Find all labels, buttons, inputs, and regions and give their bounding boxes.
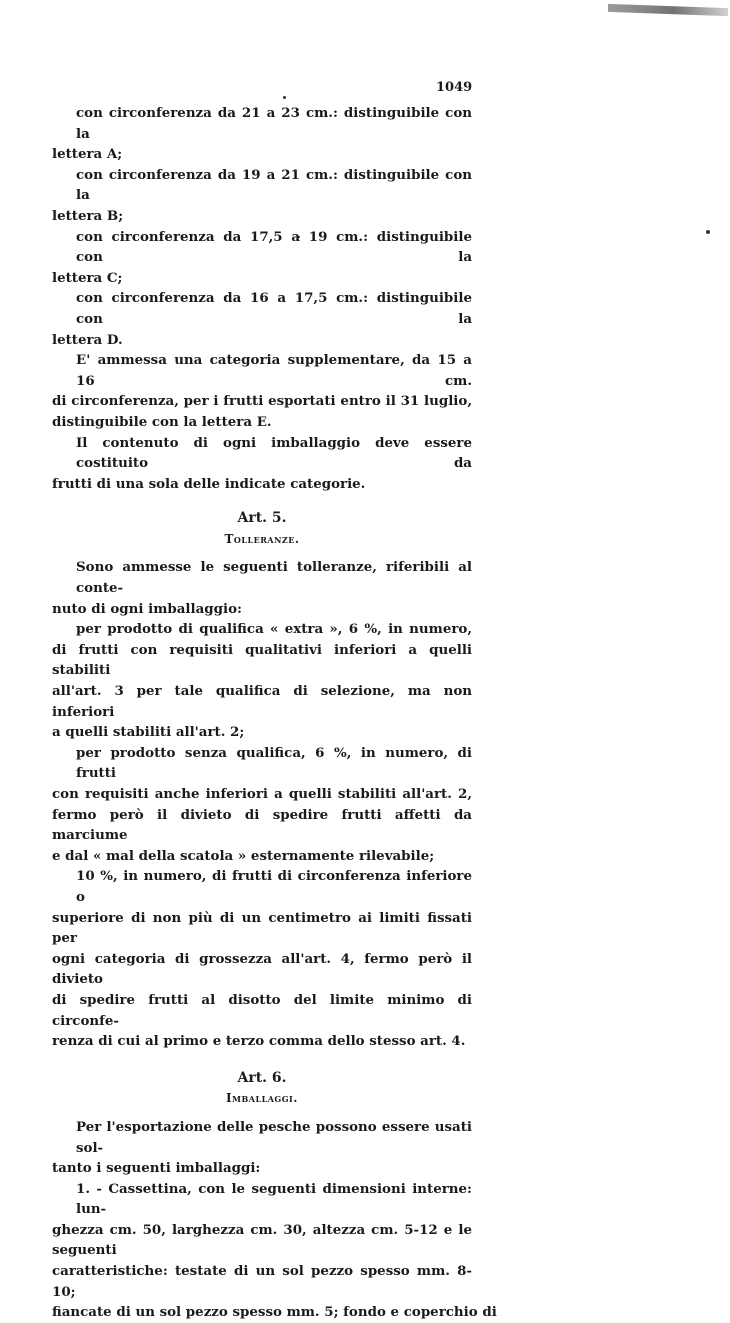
article-5-body bbox=[52, 557, 472, 1051]
text-line: Sono ammesse le seguenti tolleranze, riferibili al conte- bbox=[76, 559, 472, 597]
text-line: con circonferenza da 17,5 a 19 cm.: distinguibile con la bbox=[76, 228, 472, 266]
article-5-subtitle: Tolleranze. bbox=[224, 531, 300, 546]
page-body bbox=[52, 103, 497, 1323]
speck bbox=[283, 96, 286, 99]
text-line: con requisiti anche inferiori a quelli stabiliti all'art. 2, bbox=[52, 786, 472, 802]
text-line: e dal « mal della scatola » esternamente rilevabile; bbox=[52, 847, 435, 864]
text-line: con circonferenza da 21 a 23 cm.: distinguibile con la bbox=[76, 105, 472, 142]
text-line: di frutti con requisiti qualitativi inferiori a quelli stabiliti bbox=[52, 641, 472, 679]
speck bbox=[706, 230, 710, 234]
text-line: ogni categoria di grossezza all'art. 4, fermo però il divieto bbox=[52, 950, 472, 988]
article-6-body bbox=[52, 1117, 497, 1323]
text-line: superiore di non più di un centimetro ai limiti fissati per bbox=[52, 909, 472, 947]
text-line: tanto i seguenti imballaggi: bbox=[52, 1160, 261, 1177]
text-line: con circonferenza da 16 a 17,5 cm.: distinguibile con la bbox=[76, 290, 472, 327]
text-line: lettera A; bbox=[52, 146, 123, 163]
text-line: caratteristiche: testate di un sol pezzo spesso mm. 8-10; bbox=[52, 1263, 472, 1300]
text-line: renza di cui al primo e terzo comma dello stesso art. 4. bbox=[52, 1033, 466, 1050]
text-line: fermo però il divieto di spedire frutti affetti da marciume bbox=[52, 806, 472, 844]
text-line: 10 %, in numero, di frutti di circonferenza inferiore o bbox=[76, 868, 472, 905]
text-line: 1. - Cassettina, con le seguenti dimensioni interne: lun- bbox=[76, 1180, 472, 1218]
text-line: Per l'esportazione delle pesche possono essere usati sol- bbox=[76, 1118, 472, 1156]
text-line: per prodotto di qualifica « extra », 6 %, in numero, bbox=[76, 621, 472, 638]
text-line: lettera B; bbox=[52, 207, 124, 224]
page-number: 1049 bbox=[436, 80, 473, 95]
article-6-title: Art. 6. bbox=[237, 1069, 287, 1086]
top-paragraphs bbox=[52, 103, 472, 494]
text-line: lettera D. bbox=[52, 331, 123, 348]
text-line: a quelli stabiliti all'art. 2; bbox=[52, 724, 245, 741]
text-line: lettera C; bbox=[52, 269, 123, 286]
article-5-title: Art. 5. bbox=[237, 510, 287, 527]
text-line: con circonferenza da 19 a 21 cm.: distinguibile con la bbox=[76, 166, 472, 204]
text-line: E' ammessa una categoria supplementare, da 15 a 16 cm. bbox=[76, 352, 472, 389]
scan-edge-mark bbox=[608, 4, 728, 16]
text-line: distinguibile con la lettera E. bbox=[52, 413, 272, 430]
text-line: per prodotto senza qualifica, 6 %, in numero, di frutti bbox=[76, 744, 472, 782]
text-line: Il contenuto di ogni imballaggio deve essere costituito da bbox=[76, 434, 472, 472]
text-line: di spedire frutti al disotto del limite minimo di circonfe- bbox=[52, 991, 472, 1029]
text-line: all'art. 3 per tale qualifica di selezione, ma non inferiori bbox=[52, 683, 472, 720]
text-line: nuto di ogni imballaggio: bbox=[52, 600, 242, 617]
article-6-subtitle: Imballaggi. bbox=[226, 1091, 298, 1106]
text-line: fiancate di un sol pezzo spesso mm. 5; fondo e coperchio di bbox=[52, 1304, 497, 1321]
text-line: frutti di una sola delle indicate categorie. bbox=[52, 475, 366, 492]
text-line: di circonferenza, per i frutti esportati entro il 31 luglio, bbox=[52, 393, 472, 410]
text-line: ghezza cm. 50, larghezza cm. 30, altezza cm. 5-12 e le seguenti bbox=[52, 1221, 472, 1259]
